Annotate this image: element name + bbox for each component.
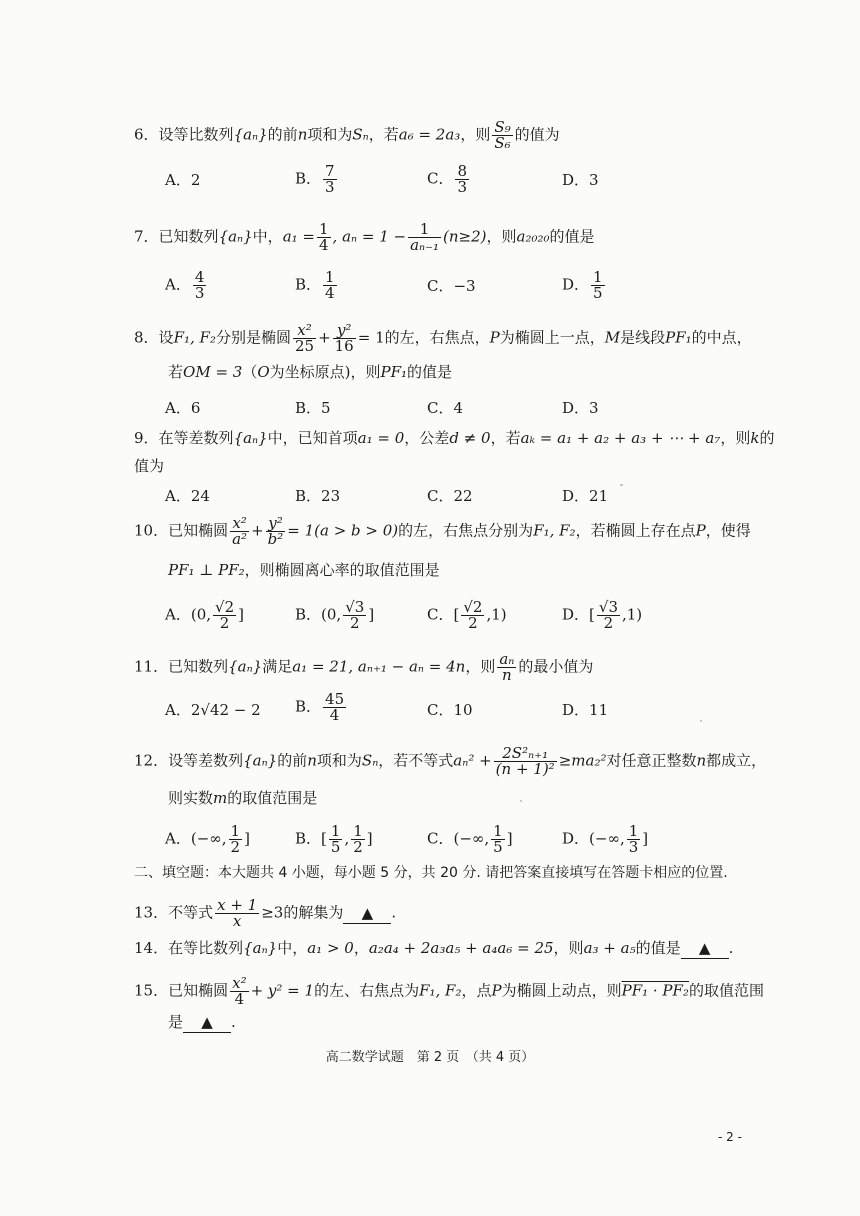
question-10: 10．已知椭圆 $\frac{\text{x²}}{\text{a²}}$ + $\frac{\text{y²}}{\text{b²}}$ = 1(a > b > 0)的左，右焦点分别为F₁, F₂，若椭圆上存在点P，使得 xyxy=(134,514,751,548)
option-d[interactable]: D．[ $\frac{√3}{2}$ ,1) xyxy=(562,598,643,632)
option-a[interactable]: A．6 xyxy=(165,399,201,417)
question-8-line-2: 若OM = 3（O为坐标原点)，则PF₁的值是 xyxy=(168,363,453,381)
question-12: 12．设等差数列{aₙ}的前n项和为Sₙ，若不等式aₙ² + $\frac{\text{2S²ₙ₊₁}}{\text{(n + 1)²}}$ ≥ma₂²对任意正整数n都成立， xyxy=(134,744,767,778)
answer-blank[interactable]: ▲ xyxy=(183,1012,231,1033)
option-c[interactable]: C．10 xyxy=(427,701,473,719)
scan-speck xyxy=(700,720,702,722)
options-q10 xyxy=(165,598,765,632)
option-a[interactable]: A．2 xyxy=(165,171,201,189)
option-c[interactable]: C． $\frac{8}{3}$ xyxy=(427,162,468,196)
option-a[interactable]: A．24 xyxy=(165,487,210,505)
page-number: - 2 - xyxy=(718,1130,742,1144)
option-d[interactable]: D．(−∞, $\frac{1}{3}$ ] xyxy=(562,822,649,856)
question-14: 14．在等比数列{aₙ}中，a₁ > 0，a₂a₄ + 2a₃a₅ + a₄a₆ = 25，则a₃ + a₅的值是 ▲ . xyxy=(134,939,734,957)
question-13: 13．不等式 $\frac{x + 1}{x}$ ≥3的解集为 ▲ . xyxy=(134,896,397,930)
question-10-line-2: PF₁ ⊥ PF₂，则椭圆离心率的取值范围是 xyxy=(168,561,440,579)
option-c[interactable]: C．[ $\frac{√2}{2}$ ,1) xyxy=(427,598,507,632)
options-q11 xyxy=(165,690,765,726)
option-d[interactable]: D．11 xyxy=(562,701,609,719)
option-d[interactable]: D．21 xyxy=(562,487,609,505)
answer-blank[interactable]: ▲ xyxy=(343,903,391,924)
question-9: 9．在等差数列{aₙ}中，已知首项a₁ = 0，公差d ≠ 0，若aₖ = a₁ + a₂ + a₃ + ⋯ + a₇，则k的 xyxy=(134,429,775,447)
question-7: 7．已知数列{aₙ}中，a₁ = $\frac{1}{4}$ , aₙ = 1 − $\frac{1}{\text{aₙ₋₁}}$ (n≥2)，则a₂₀₂₀的值是 xyxy=(134,220,595,254)
option-c[interactable]: C．−3 xyxy=(427,277,476,295)
scan-speck xyxy=(520,800,522,802)
option-a[interactable]: A．(0, $\frac{√2}{2}$ ] xyxy=(165,598,244,632)
option-b[interactable]: B． $\frac{1}{4}$ xyxy=(295,268,335,302)
option-a[interactable]: A．(−∞, $\frac{1}{2}$ ] xyxy=(165,822,250,856)
answer-blank[interactable]: ▲ xyxy=(681,938,729,959)
option-d[interactable]: D．3 xyxy=(562,171,599,189)
fraction: $\frac{\text{S₉}}{\text{S₆}}$ xyxy=(494,118,511,152)
option-a[interactable]: A． $\frac{4}{3}$ xyxy=(165,268,205,302)
question-12-line-2: 则实数m的取值范围是 xyxy=(168,789,318,807)
option-b[interactable]: B．(0, $\frac{√3}{2}$ ] xyxy=(295,598,375,632)
option-b[interactable]: B． $\frac{45}{4}$ xyxy=(295,690,345,724)
question-15: 15．已知椭圆 $\frac{\text{x²}}{4}$ + y² = 1的左、右焦点为F₁, F₂，点P为椭圆上动点，则PF₁ · PF₂的取值范围 xyxy=(134,974,764,1008)
page-footer: 高二数学试题 第 2 页 （共 4 页） xyxy=(325,1050,535,1065)
option-b[interactable]: B． $\frac{7}{3}$ xyxy=(295,162,335,196)
option-b[interactable]: B．[ $\frac{1}{5}$ , $\frac{1}{2}$ ] xyxy=(295,822,373,856)
option-b[interactable]: B．23 xyxy=(295,487,341,505)
option-d[interactable]: D． $\frac{1}{5}$ xyxy=(562,268,603,302)
options-q6 xyxy=(165,162,765,196)
section-heading: 二、填空题：本大题共 4 小题，每小题 5 分，共 20 分. 请把答案直接填写在答题卡相应的位置. xyxy=(134,865,728,881)
question-8: 8．设F₁, F₂分别是椭圆 $\frac{\text{x²}}{25}$ + $\frac{\text{y²}}{16}$ = 1的左，右焦点，P为椭圆上一点，M是线段PF₁的中点， xyxy=(134,321,752,355)
options-q12 xyxy=(165,822,765,856)
option-d[interactable]: D．3 xyxy=(562,399,599,417)
scan-speck xyxy=(620,484,623,486)
option-c[interactable]: C．4 xyxy=(427,399,464,417)
question-6: 6．设等比数列{aₙ}的前n项和为Sₙ，若a₆ = 2a₃，则 $\frac{\text{S₉}}{\text{S₆}}$ 的值为 xyxy=(134,118,560,152)
option-c[interactable]: C．22 xyxy=(427,487,473,505)
options-q9 xyxy=(165,486,765,512)
question-9-line-2: 值为 xyxy=(134,457,165,475)
options-q8 xyxy=(165,398,765,424)
option-a[interactable]: A．2√42 − 2 xyxy=(165,701,261,719)
options-q7 xyxy=(165,268,765,302)
option-b[interactable]: B．5 xyxy=(295,399,331,417)
question-15-line-2: 是 ▲ . xyxy=(168,1013,236,1031)
question-11: 11．已知数列{aₙ}满足a₁ = 21, aₙ₊₁ − aₙ = 4n，则 $\frac{\text{aₙ}}{n}$ 的最小值为 xyxy=(134,650,594,684)
option-c[interactable]: C．(−∞, $\frac{1}{5}$ ] xyxy=(427,822,513,856)
